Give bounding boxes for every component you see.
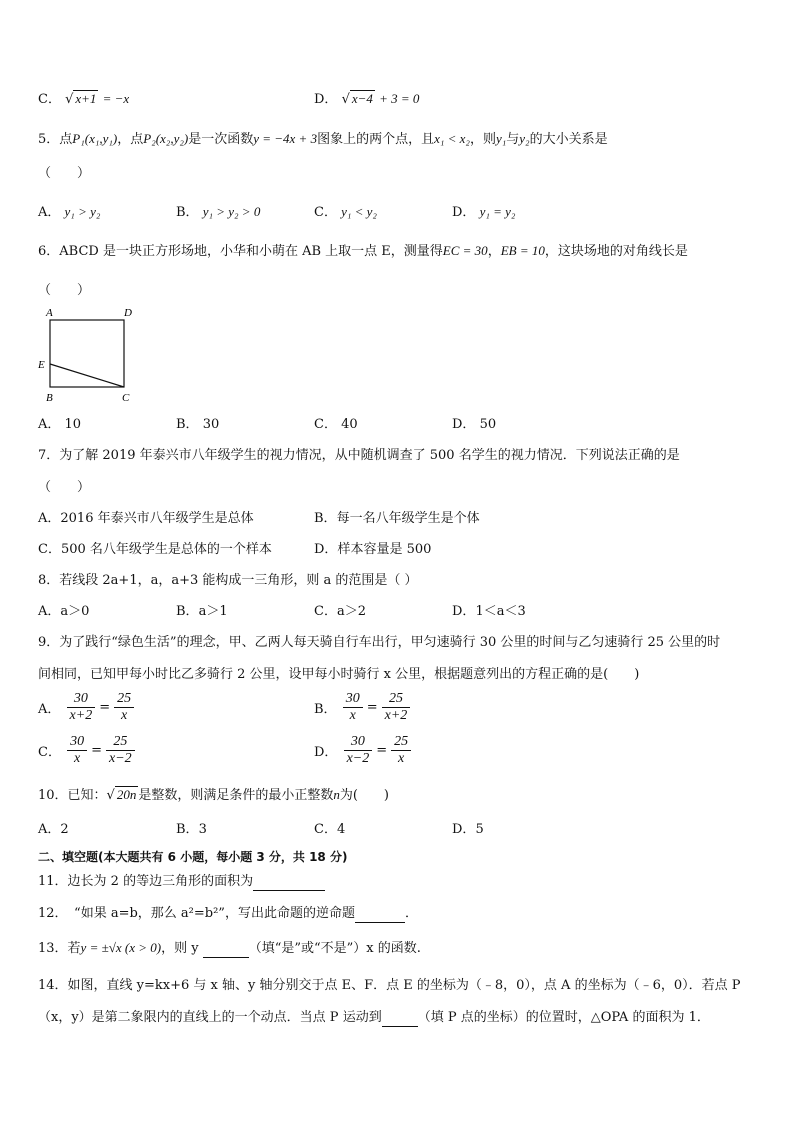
q6-paren: （ ） bbox=[38, 283, 91, 298]
q5-option-b: B． y₁ > y₂ > 0 bbox=[176, 204, 261, 220]
q6-option-c: C． 40 bbox=[314, 417, 358, 432]
q9-stem-line2: 间相同，已知甲每小时比乙多骑行 2 公里，设甲每小时骑行 x 公里，根据题意列出的方程正确的是( ) bbox=[38, 667, 640, 682]
q13: 13．若y = ±√x (x > 0)，则 y （填“是”或“不是”）x 的函数. bbox=[38, 940, 421, 956]
q6-stem: 6．ABCD 是一块正方形场地，小华和小萌在 AB 上取一点 E，测量得EC = 30，EB = 10，这块场地的对角线长是 bbox=[38, 243, 688, 259]
q6-option-a: A． 10 bbox=[38, 417, 82, 432]
sqrt-sign: √ bbox=[341, 92, 350, 107]
sqrt-sign: √ bbox=[65, 92, 74, 107]
q14-line1: 14．如图，直线 y=kx+6 与 x 轴、y 轴分别交于点 E、F．点 E 的坐标为（﹣8，0），点 A 的坐标为（﹣6，0）．若点 P bbox=[38, 978, 741, 993]
label-c: C bbox=[122, 392, 130, 404]
square-abcd bbox=[50, 320, 124, 387]
answer-blank bbox=[355, 906, 405, 923]
fraction-left: $\frac{30}{x}$ bbox=[343, 691, 363, 724]
q11: 11．边长为 2 的等边三角形的面积为 bbox=[38, 874, 325, 891]
q5-option-c: C． y₁ < y₂ bbox=[314, 204, 377, 220]
label-e: E bbox=[38, 359, 45, 371]
q12: 12． “如果 a=b，那么 a²=b²”，写出此命题的逆命题 ． bbox=[38, 906, 418, 921]
q9-option-a: A． $\frac{30}{x+2}$ = $\frac{25}{x}$ bbox=[38, 691, 136, 724]
q5-option-a: A． y₁ > y₂ bbox=[38, 204, 101, 220]
q9-stem-line1: 9．为了践行“绿色生活”的理念，甲、乙两人每天骑自行车出行，甲匀速骑行 30 公里的时间与乙匀速骑行 25 公里的时 bbox=[38, 635, 721, 650]
fraction-left: $\frac{30}{x}$ bbox=[67, 734, 87, 767]
q10-option-d: D．5 bbox=[452, 822, 484, 837]
section-2-heading: 二、填空题(本大题共有 6 小题，每小题 3 分，共 18 分) bbox=[38, 850, 348, 864]
q10-stem: 10．已知：√ 20n 是整数，则满足条件的最小正整数n为( ) bbox=[38, 787, 390, 803]
q7-option-b: B．每一名八年级学生是个体 bbox=[314, 511, 480, 526]
q8-option-c: C．a＞2 bbox=[314, 604, 366, 619]
q6-option-d: D． 50 bbox=[452, 417, 497, 432]
q14-line2: （x，y）是第二象限内的直线上的一个动点．当点 P 运动到 （填 P 点的坐标）的位置时，△OPA 的面积为 1． bbox=[38, 1010, 710, 1025]
label-d: D bbox=[124, 307, 132, 319]
q10-option-c: C．4 bbox=[314, 822, 346, 837]
q6-option-b: B． 30 bbox=[176, 417, 220, 432]
label-b: B bbox=[46, 392, 53, 404]
fraction-right: $\frac{25}{x-2}$ bbox=[106, 734, 135, 767]
fraction-left: $\frac{30}{x-2}$ bbox=[344, 734, 373, 767]
q9-option-c: C． $\frac{30}{x}$ = $\frac{25}{x-2}$ bbox=[38, 734, 137, 767]
segment-ec bbox=[50, 364, 124, 387]
q8-option-d: D．1＜a＜3 bbox=[452, 604, 526, 619]
q5-option-d: D． y₁ = y₂ bbox=[452, 204, 516, 220]
q7-option-c: C．500 名八年级学生是总体的一个样本 bbox=[38, 542, 272, 557]
q8-option-b: B．a＞1 bbox=[176, 604, 228, 619]
q8-stem: 8．若线段 2a+1，a，a+3 能构成一三角形，则 a 的范围是（ ） bbox=[38, 573, 418, 588]
q10-option-a: A．2 bbox=[38, 822, 69, 837]
q6-square-figure bbox=[34, 302, 138, 404]
fraction-left: $\frac{30}{x+2}$ bbox=[67, 691, 96, 724]
q4-option-d: D． √ x−4 + 3 = 0 bbox=[314, 91, 420, 107]
q8-option-a: A．a＞0 bbox=[38, 604, 90, 619]
q10-option-b: B．3 bbox=[176, 822, 207, 837]
q5-paren: （ ） bbox=[38, 166, 91, 181]
fraction-right: $\frac{25}{x}$ bbox=[114, 691, 134, 724]
answer-blank bbox=[203, 941, 249, 958]
sqrt-sign: √ bbox=[106, 788, 115, 803]
fraction-right: $\frac{25}{x+2}$ bbox=[382, 691, 411, 724]
q5-stem: 5．点P₁(x₁,y₁)，点P₂(x₂,y₂)是一次函数y = −4x + 3图象上的两个点，且x₁ < x₂，则y₁与y₂的大小关系是 bbox=[38, 131, 608, 147]
answer-blank bbox=[382, 1010, 418, 1027]
q4-option-c: C． √ x+1 = −x bbox=[38, 91, 130, 107]
q7-paren: （ ） bbox=[38, 480, 91, 495]
q7-option-a: A．2016 年泰兴市八年级学生是总体 bbox=[38, 511, 254, 526]
label-a: A bbox=[46, 307, 53, 319]
q7-stem: 7．为了解 2019 年泰兴市八年级学生的视力情况，从中随机调查了 500 名学生的视力情况．下列说法正确的是 bbox=[38, 448, 680, 463]
q7-option-d: D．样本容量是 500 bbox=[314, 542, 432, 557]
answer-blank bbox=[253, 874, 325, 891]
q9-option-d: D． $\frac{30}{x-2}$ = $\frac{25}{x}$ bbox=[314, 734, 413, 767]
q9-option-b: B． $\frac{30}{x}$ = $\frac{25}{x+2}$ bbox=[314, 691, 412, 724]
fraction-right: $\frac{25}{x}$ bbox=[391, 734, 411, 767]
